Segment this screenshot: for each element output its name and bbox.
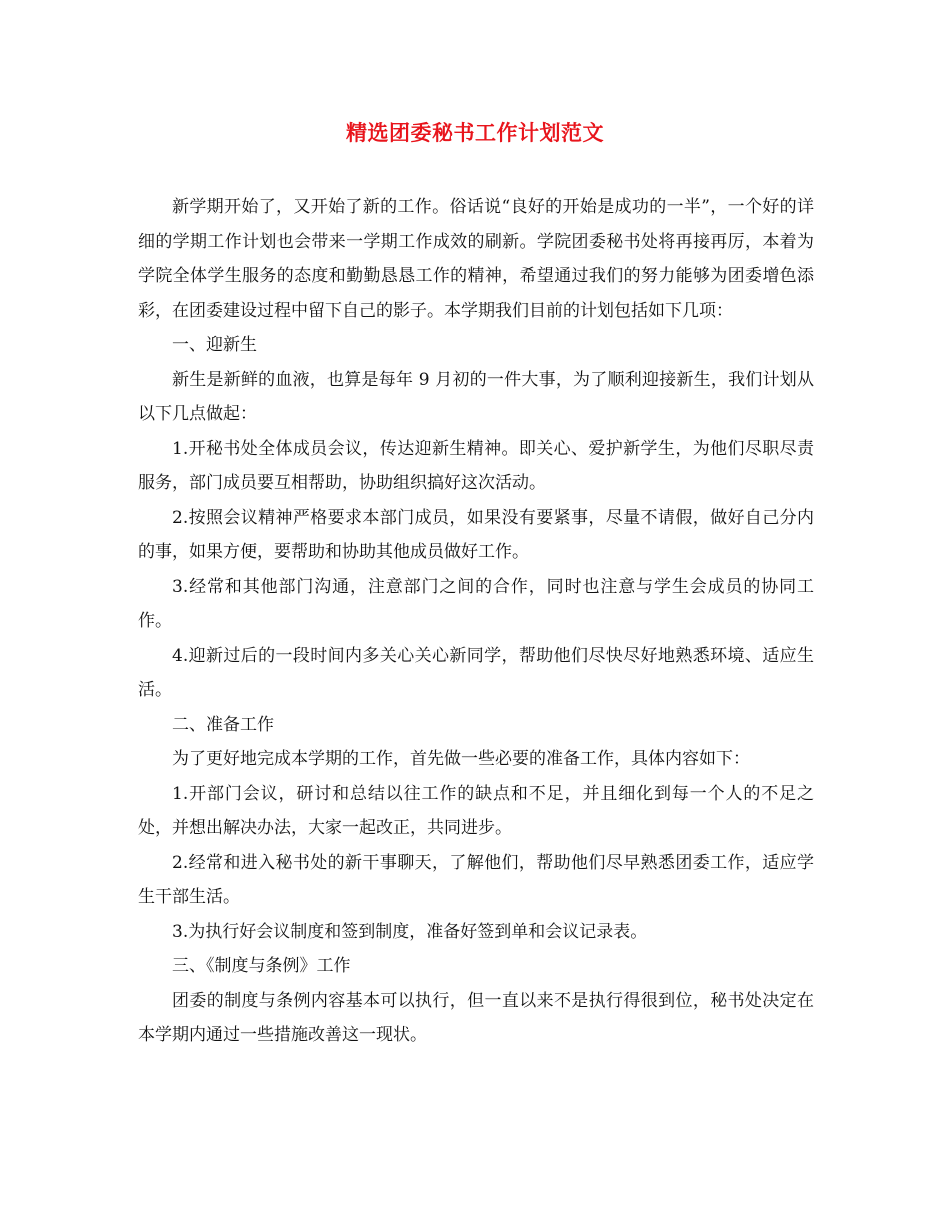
document-body bbox=[138, 190, 814, 1053]
section-heading-2: 二、准备工作 bbox=[172, 714, 274, 735]
section-heading-3: 三、《制度与条例》工作 bbox=[172, 956, 351, 976]
list-item: 3.为执行好会议制度和签到制度，准备好签到单和会议记录表。 bbox=[172, 921, 648, 942]
paragraph-intro: 新学期开始了，又开始了新的工作。俗话说“良好的开始是成功的一半”，一个好的详细的学期工作计划也会带来一学期工作成效的刷新。学院团委秘书处将再接再厉，本着为学院全体学生服务的态度和勤勤恳恳工作的精神，希望通过我们的努力能够为团委增色添彩，在团委建设过程中留下自己的影子。本学期我们目前的计划包括如下几项： bbox=[138, 197, 814, 321]
list-item: 2.经常和进入秘书处的新干事聊天，了解他们，帮助他们尽早熟悉团委工作，适应学生干部生活。 bbox=[138, 852, 814, 907]
paragraph: 新生是新鲜的血液，也算是每年 9 月初的一件大事，为了顺利迎接新生，我们计划从以下几点做起： bbox=[138, 369, 814, 424]
list-item: 1.开秘书处全体成员会议，传达迎新生精神。即关心、爱护新学生，为他们尽职尽责服务，部门成员要互相帮助，协助组织搞好这次活动。 bbox=[138, 438, 814, 493]
list-item: 1.开部门会议，研讨和总结以往工作的缺点和不足，并且细化到每一个人的不足之处，并想出解决办法，大家一起改正，共同进步。 bbox=[138, 783, 814, 838]
paragraph: 为了更好地完成本学期的工作，首先做一些必要的准备工作，具体内容如下： bbox=[172, 749, 750, 769]
paragraph: 团委的制度与条例内容基本可以执行，但一直以来不是执行得很到位，秘书处决定在本学期内通过一些措施改善这一现状。 bbox=[138, 990, 814, 1045]
list-item: 4.迎新过后的一段时间内多关心关心新同学，帮助他们尽快尽好地熟悉环境、适应生活。 bbox=[138, 645, 814, 700]
list-item: 3.经常和其他部门沟通，注意部门之间的合作，同时也注意与学生会成员的协同工作。 bbox=[138, 576, 814, 631]
section-heading-1: 一、迎新生 bbox=[172, 335, 257, 355]
document-title: 精选团委秘书工作计划范文 bbox=[346, 120, 604, 145]
list-item: 2.按照会议精神严格要求本部门成员，如果没有要紧事，尽量不请假，做好自己分内的事，如果方便，要帮助和协助其他成员做好工作。 bbox=[138, 507, 814, 562]
